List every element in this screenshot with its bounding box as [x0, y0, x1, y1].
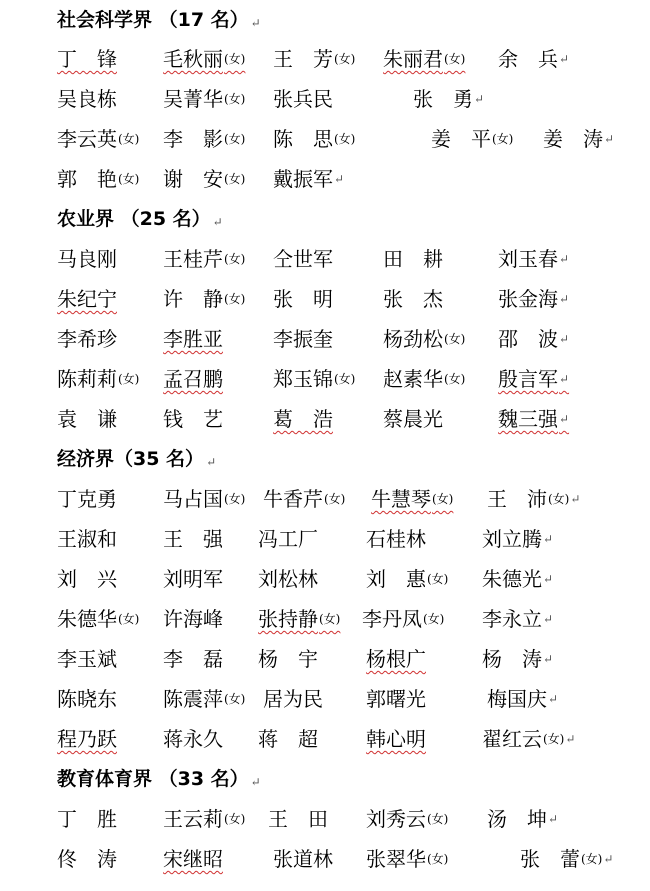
member-name-text: 丁 胜	[57, 807, 117, 831]
member-name	[273, 246, 333, 272]
member-name-text: 余 兵	[498, 47, 558, 71]
paragraph-mark-icon: ↵	[334, 172, 345, 186]
paragraph-mark-icon: ↵	[548, 692, 559, 706]
member-name	[57, 86, 117, 112]
member-name	[482, 566, 553, 592]
paragraph-mark-icon: ↵	[603, 852, 614, 866]
member-name-text: 谢 安	[163, 167, 223, 191]
female-marker: (女)	[334, 372, 356, 386]
paragraph-mark-icon: ↵	[559, 292, 570, 306]
female-marker: (女)	[224, 692, 246, 706]
member-name-text: 许海峰	[163, 607, 223, 631]
member-name-text: 程乃跃	[57, 727, 117, 751]
female-marker: (女)	[423, 612, 445, 626]
member-name-text: 张道林	[273, 847, 333, 871]
member-name	[163, 326, 223, 352]
member-name	[163, 406, 223, 432]
member-name-text: 冯工厂	[258, 527, 318, 551]
member-name	[163, 126, 245, 152]
member-name	[163, 726, 223, 752]
member-name	[258, 566, 318, 592]
paragraph-mark-icon: ↵	[212, 215, 223, 229]
member-name-text: 张 杰	[383, 287, 443, 311]
member-name	[273, 286, 333, 312]
member-name	[163, 486, 245, 512]
name-row	[0, 646, 650, 676]
member-name	[57, 646, 117, 672]
member-name	[57, 526, 117, 552]
member-name-text: 张翠华	[366, 847, 426, 871]
female-marker: (女)	[224, 172, 246, 186]
member-name	[57, 606, 139, 632]
name-row	[0, 46, 650, 76]
member-name-text: 杨根广	[366, 647, 426, 671]
female-marker: (女)	[224, 492, 246, 506]
member-name-text: 蒋 超	[258, 727, 318, 751]
name-row	[0, 606, 650, 636]
member-name	[57, 366, 139, 392]
member-name	[487, 686, 558, 712]
member-name	[487, 806, 558, 832]
member-name-text: 王 沛	[487, 487, 547, 511]
member-name-text: 马占国	[163, 487, 223, 511]
name-row	[0, 726, 650, 756]
member-name	[498, 246, 569, 272]
member-name	[163, 46, 245, 72]
section-heading: 教育体育界 （33 名）	[57, 768, 249, 790]
member-name	[258, 526, 318, 552]
paragraph-mark-icon: ↵	[559, 332, 570, 346]
member-name-text: 李胜亚	[163, 327, 223, 351]
member-name	[482, 606, 553, 632]
member-name	[57, 166, 139, 192]
member-name	[57, 246, 117, 272]
member-name	[258, 646, 318, 672]
member-name	[431, 126, 513, 152]
member-name-text: 陈晓东	[57, 687, 117, 711]
member-name	[263, 686, 323, 712]
member-name	[273, 846, 333, 872]
member-name	[498, 286, 569, 312]
member-name	[383, 326, 465, 352]
female-marker: (女)	[324, 492, 346, 506]
member-name	[163, 566, 223, 592]
member-name	[273, 366, 355, 392]
name-row	[0, 86, 650, 116]
member-name-text: 陈莉莉	[57, 367, 117, 391]
member-name	[273, 166, 344, 192]
member-name-text: 钱 艺	[163, 407, 223, 431]
member-name-text: 佟 涛	[57, 847, 117, 871]
member-name-text: 刘 兴	[57, 567, 117, 591]
member-name	[57, 686, 117, 712]
member-name-text: 葛 浩	[273, 407, 333, 431]
member-name-text: 李永立	[482, 607, 542, 631]
member-name	[366, 846, 448, 872]
member-name	[163, 526, 223, 552]
member-name-text: 张金海	[498, 287, 558, 311]
member-name-text: 姜 平	[431, 127, 491, 151]
female-marker: (女)	[118, 612, 140, 626]
member-name-text: 王桂芹	[163, 247, 223, 271]
name-row	[0, 366, 650, 396]
member-name	[366, 646, 426, 672]
member-name	[273, 126, 355, 152]
female-marker: (女)	[224, 92, 246, 106]
paragraph-mark-icon: ↵	[559, 52, 570, 66]
member-name-text: 郭曙光	[366, 687, 426, 711]
member-name	[366, 686, 426, 712]
female-marker: (女)	[427, 852, 449, 866]
female-marker: (女)	[118, 372, 140, 386]
member-name-text: 刘 惠	[366, 567, 426, 591]
member-name-text: 韩心明	[366, 727, 426, 751]
member-name	[543, 126, 614, 152]
member-name-text: 陈 思	[273, 127, 333, 151]
member-name-text: 朱德光	[482, 567, 542, 591]
member-name	[57, 566, 117, 592]
member-name-text: 朱纪宁	[57, 287, 117, 311]
female-marker: (女)	[548, 492, 570, 506]
member-name-text: 刘明军	[163, 567, 223, 591]
female-marker: (女)	[581, 852, 603, 866]
paragraph-mark-icon: ↵	[250, 16, 261, 30]
member-name-text: 仝世军	[273, 247, 333, 271]
member-name	[498, 326, 569, 352]
member-name	[383, 406, 443, 432]
female-marker: (女)	[444, 52, 466, 66]
member-name	[383, 366, 465, 392]
member-name	[482, 526, 553, 552]
paragraph-mark-icon: ↵	[250, 775, 261, 789]
member-name	[57, 806, 117, 832]
female-marker: (女)	[319, 612, 341, 626]
female-marker: (女)	[334, 52, 356, 66]
member-name-text: 王淑和	[57, 527, 117, 551]
member-name	[163, 366, 223, 392]
member-name	[498, 366, 569, 392]
member-name	[366, 726, 426, 752]
member-name-text: 梅国庆	[487, 687, 547, 711]
member-name	[163, 606, 223, 632]
female-marker: (女)	[118, 172, 140, 186]
paragraph-mark-icon: ↵	[559, 412, 570, 426]
member-name-text: 吴良栋	[57, 87, 117, 111]
paragraph-mark-icon: ↵	[565, 732, 576, 746]
member-name-text: 郑玉锦	[273, 367, 333, 391]
name-row	[0, 246, 650, 276]
name-row	[0, 166, 650, 196]
member-name	[263, 486, 345, 512]
name-row	[0, 846, 650, 876]
member-name	[520, 846, 613, 872]
female-marker: (女)	[224, 812, 246, 826]
name-row	[0, 486, 650, 516]
member-name-text: 陈震萍	[163, 687, 223, 711]
member-name-text: 丁克勇	[57, 487, 117, 511]
female-marker: (女)	[224, 252, 246, 266]
female-marker: (女)	[118, 132, 140, 146]
member-name-text: 戴振军	[273, 167, 333, 191]
member-name	[163, 286, 245, 312]
member-name-text: 丁 锋	[57, 47, 117, 71]
member-name	[482, 726, 575, 752]
female-marker: (女)	[224, 292, 246, 306]
member-name-text: 孟召鹏	[163, 367, 223, 391]
member-name	[57, 406, 117, 432]
name-row	[0, 566, 650, 596]
female-marker: (女)	[543, 732, 565, 746]
member-name	[268, 806, 328, 832]
name-row	[0, 126, 650, 156]
member-name	[57, 326, 117, 352]
paragraph-mark-icon: ↵	[559, 252, 570, 266]
member-name-text: 王 芳	[273, 47, 333, 71]
paragraph-mark-icon: ↵	[604, 132, 615, 146]
name-row	[0, 526, 650, 556]
member-name-text: 李丹凤	[362, 607, 422, 631]
member-name	[57, 726, 117, 752]
member-name	[273, 46, 355, 72]
member-name-text: 赵素华	[383, 367, 443, 391]
section-heading: 经济界（35 名）	[57, 448, 205, 470]
paragraph-mark-icon: ↵	[548, 812, 559, 826]
member-name	[163, 86, 245, 112]
female-marker: (女)	[427, 572, 449, 586]
member-name-text: 殷言军	[498, 367, 558, 391]
member-name	[273, 406, 333, 432]
member-name-text: 蒋永久	[163, 727, 223, 751]
paragraph-mark-icon: ↵	[559, 372, 570, 386]
female-marker: (女)	[224, 132, 246, 146]
member-name-text: 李玉斌	[57, 647, 117, 671]
member-name-text: 宋继昭	[163, 847, 223, 871]
paragraph-mark-icon: ↵	[474, 92, 485, 106]
member-name	[366, 526, 426, 552]
member-name	[258, 726, 318, 752]
member-name-text: 李 磊	[163, 647, 223, 671]
member-name	[57, 286, 117, 312]
member-name	[366, 806, 448, 832]
member-name-text: 杨劲松	[383, 327, 443, 351]
member-name-text: 王云莉	[163, 807, 223, 831]
member-name-text: 马良刚	[57, 247, 117, 271]
paragraph-mark-icon: ↵	[543, 652, 554, 666]
member-name-text: 李云英	[57, 127, 117, 151]
member-name	[487, 486, 580, 512]
member-name-text: 张 勇	[413, 87, 473, 111]
member-name-text: 朱丽君	[383, 47, 443, 71]
member-name	[258, 606, 340, 632]
member-name-text: 牛香芹	[263, 487, 323, 511]
female-marker: (女)	[334, 132, 356, 146]
member-name	[413, 86, 484, 112]
member-name	[498, 406, 569, 432]
member-name-text: 郭 艳	[57, 167, 117, 191]
member-name	[498, 46, 569, 72]
member-name	[163, 246, 245, 272]
member-name	[273, 326, 333, 352]
member-name	[163, 806, 245, 832]
member-name	[366, 566, 448, 592]
member-name-text: 石桂林	[366, 527, 426, 551]
member-name-text: 刘玉春	[498, 247, 558, 271]
member-name	[57, 486, 117, 512]
paragraph-mark-icon: ↵	[206, 455, 217, 469]
paragraph-mark-icon: ↵	[570, 492, 581, 506]
member-name	[482, 646, 553, 672]
member-name-text: 杨 涛	[482, 647, 542, 671]
member-name	[371, 486, 453, 512]
member-name-text: 刘秀云	[366, 807, 426, 831]
member-name-text: 王 田	[268, 807, 328, 831]
member-name-text: 汤 坤	[487, 807, 547, 831]
member-name	[57, 126, 139, 152]
member-name-text: 李 影	[163, 127, 223, 151]
member-name-text: 刘松林	[258, 567, 318, 591]
member-name-text: 张 明	[273, 287, 333, 311]
section-heading: 农业界 （25 名）	[57, 208, 211, 230]
section-heading: 社会科学界 （17 名）	[57, 9, 249, 31]
name-row	[0, 406, 650, 436]
name-row	[0, 326, 650, 356]
member-name-text: 蔡晨光	[383, 407, 443, 431]
female-marker: (女)	[444, 332, 466, 346]
member-name-text: 王 强	[163, 527, 223, 551]
member-name-text: 牛慧琴	[371, 487, 431, 511]
member-name-text: 杨 宇	[258, 647, 318, 671]
member-name-text: 姜 涛	[543, 127, 603, 151]
member-name-text: 李希珍	[57, 327, 117, 351]
member-name-text: 张兵民	[273, 87, 333, 111]
member-name-text: 翟红云	[482, 727, 542, 751]
member-name	[57, 46, 117, 72]
name-row	[0, 806, 650, 836]
member-name-text: 毛秋丽	[163, 47, 223, 71]
female-marker: (女)	[427, 812, 449, 826]
member-name-text: 许 静	[163, 287, 223, 311]
member-name	[383, 46, 465, 72]
member-name-text: 朱德华	[57, 607, 117, 631]
name-row	[0, 286, 650, 316]
member-name	[163, 166, 245, 192]
member-name-text: 田 耕	[383, 247, 443, 271]
paragraph-mark-icon: ↵	[543, 572, 554, 586]
paragraph-mark-icon: ↵	[543, 532, 554, 546]
member-name	[163, 686, 245, 712]
member-name-text: 李振奎	[273, 327, 333, 351]
member-name-text: 张持静	[258, 607, 318, 631]
member-name-text: 魏三强	[498, 407, 558, 431]
member-name-text: 吴菁华	[163, 87, 223, 111]
name-row	[0, 686, 650, 716]
member-name	[163, 846, 223, 872]
member-name-text: 刘立腾	[482, 527, 542, 551]
member-name-text: 邵 波	[498, 327, 558, 351]
member-name-text: 张 蕾	[520, 847, 580, 871]
paragraph-mark-icon: ↵	[543, 612, 554, 626]
female-marker: (女)	[224, 52, 246, 66]
member-name-text: 袁 谦	[57, 407, 117, 431]
member-name	[57, 846, 117, 872]
member-name	[163, 646, 223, 672]
member-name	[273, 86, 333, 112]
member-name	[362, 606, 444, 632]
female-marker: (女)	[432, 492, 454, 506]
member-name	[383, 246, 443, 272]
member-name-text: 居为民	[263, 687, 323, 711]
female-marker: (女)	[444, 372, 466, 386]
female-marker: (女)	[492, 132, 514, 146]
member-name	[383, 286, 443, 312]
